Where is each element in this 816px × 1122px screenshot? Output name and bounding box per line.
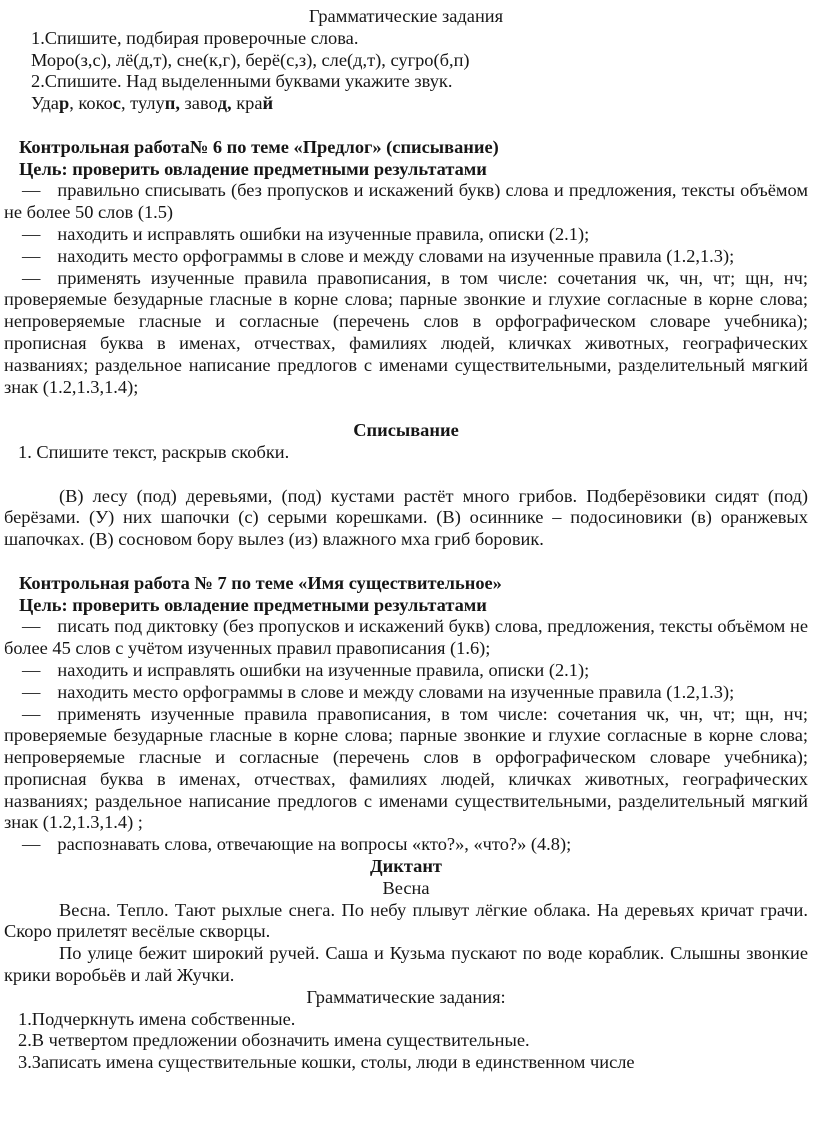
bold-letter: й [262, 93, 274, 114]
word-part: кра [231, 93, 263, 114]
skill-text: применять изученные правила правописания, в том числе: сочетания чк, чн, чт; щн, нч; проверяемые безударные гласные в корне слова; парные звонкие и глухие согласные в корне слова; непроверяемые гласные и согласные (перечень слов в орфографическом словаре учебника); прописная буква в именах, отчествах, фамилиях людей, кличках животных, географических названиях; раздельное написание предлогов с именами существительными, разделительный мягкий знак (1.2,1.3,1.4); [4, 267, 808, 397]
skill-text: находить и исправлять ошибки на изученные правила, описки (2.1); [57, 223, 590, 244]
kr6-heading: Контрольная работа№ 6 по теме «Предлог» (списывание) [19, 136, 499, 157]
copying-task: 1. Спишите текст, раскрыв скобки. [18, 441, 290, 462]
words-with-bold-letters-line [31, 93, 808, 115]
grammar-task-line-2: 2.Спишите. Над выделенными буквами укажите звук. [31, 71, 453, 92]
kr6-skill-2 [4, 224, 808, 246]
blank-line [4, 398, 808, 420]
skill-text: правильно списывать (без пропусков и искажений букв) слова и предложения, тексты объёмом не более 50 слов (1.5) [4, 180, 808, 223]
kr7-heading: Контрольная работа № 7 по теме «Имя существительное» [19, 572, 502, 593]
word-part: Уда [31, 93, 59, 114]
dash-marker: — [22, 245, 41, 266]
dash-marker: — [22, 180, 41, 201]
grammar-task-1: 1.Подчеркнуть имена собственные. [18, 1008, 296, 1029]
dash-marker: — [22, 834, 41, 855]
skill-text: применять изученные правила правописания, в том числе: сочетания чк, чн, чт; щн, нч; проверяемые безударные гласные в корне слова; парные звонкие и глухие согласные в корне слова; непроверяемые гласные и согласные (перечень слов в орфографическом словаре учебника); прописная буква в именах, отчествах, фамилиях людей, кличках животных, географических названиях; раздельное написание предлогов с именами существительными, разделительный мягкий знак (1.2,1.3,1.4) ; [4, 703, 808, 833]
dash-marker: — [22, 223, 41, 244]
dash-marker: — [22, 616, 41, 637]
kr6-goal: Цель: проверить овладение предметными результатами [19, 158, 487, 179]
blank-line [4, 551, 808, 573]
kr6-skill-4 [4, 268, 808, 399]
kr7-skill-4 [4, 704, 808, 835]
word-part: , тулу [120, 93, 165, 114]
kr6-skill-3 [4, 246, 808, 268]
bold-letter: д, [217, 93, 232, 114]
kr7-skill-3 [4, 682, 808, 704]
word-part: заво [179, 93, 218, 114]
grammar-task-line-1: 1.Спишите, подбирая проверочные слова. [31, 27, 359, 48]
grammar-tasks-heading: Грамматические задания: [306, 986, 506, 1007]
skill-text: находить место орфограммы в слове и между словами на изученные правила (1.2,1.3); [57, 245, 735, 266]
dash-marker: — [22, 659, 41, 680]
dash-marker: — [22, 703, 41, 724]
doc-title: Грамматические задания [308, 6, 504, 26]
blank-line [4, 115, 808, 137]
skill-text: находить и исправлять ошибки на изученные правила, описки (2.1); [57, 659, 590, 680]
kr7-goal: Цель: проверить овладение предметными результатами [19, 594, 487, 615]
dash-marker: — [22, 267, 41, 288]
kr7-skill-2 [4, 660, 808, 682]
copying-heading: Списывание [353, 420, 459, 441]
dictation-paragraph-2: По улице бежит широкий ручей. Саша и Кузьма пускают по воде кораблик. Слышны звонкие крики воробьёв и лай Жучки. [4, 943, 808, 986]
blank-line [4, 464, 808, 486]
skill-text: писать под диктовку (без пропусков и искажений букв) слова, предложения, тексты объёмом не более 45 слов с учётом изученных правил правописания (1.6); [4, 616, 808, 659]
grammar-task-2: 2.В четвертом предложении обозначить имена существительные. [18, 1030, 530, 1051]
dictation-heading: Диктант [370, 856, 442, 877]
kr6-skill-1 [4, 180, 808, 224]
bold-letter: р [58, 93, 70, 114]
kr7-skill-1 [4, 616, 808, 660]
word-part: , коко [69, 93, 113, 114]
grammar-task-3: 3.Записать имена существительные кошки, столы, люди в единственном числе [18, 1052, 635, 1073]
dash-marker: — [22, 681, 41, 702]
skill-text: распознавать слова, отвечающие на вопросы «кто?», «что?» (4.8); [57, 834, 572, 855]
bold-letter: п, [164, 93, 180, 114]
kr7-skill-5 [4, 834, 808, 856]
skill-text: находить место орфограммы в слове и между словами на изученные правила (1.2,1.3); [57, 681, 735, 702]
bold-letter: с [112, 93, 121, 114]
copying-text: (В) лесу (под) деревьями, (под) кустами растёт много грибов. Подберёзовики сидят (под) берёзами. (У) них шапочки (с) серыми корешками. (В) осиннике – подосиновики (в) оранжевых шапочках. (В) сосновом бору вылез (из) влажного мха гриб боровик. [4, 485, 808, 550]
dictation-paragraph-1: Весна. Тепло. Тают рыхлые снега. По небу плывут лёгкие облака. На деревьях кричат грачи. Скоро прилетят весёлые скворцы. [4, 899, 808, 942]
words-with-brackets-line: Моро(з,с), лё(д,т), сне(к,г), берё(с,з), сле(д,т), сугро(б,п) [31, 49, 470, 70]
dictation-title: Весна [382, 877, 430, 898]
